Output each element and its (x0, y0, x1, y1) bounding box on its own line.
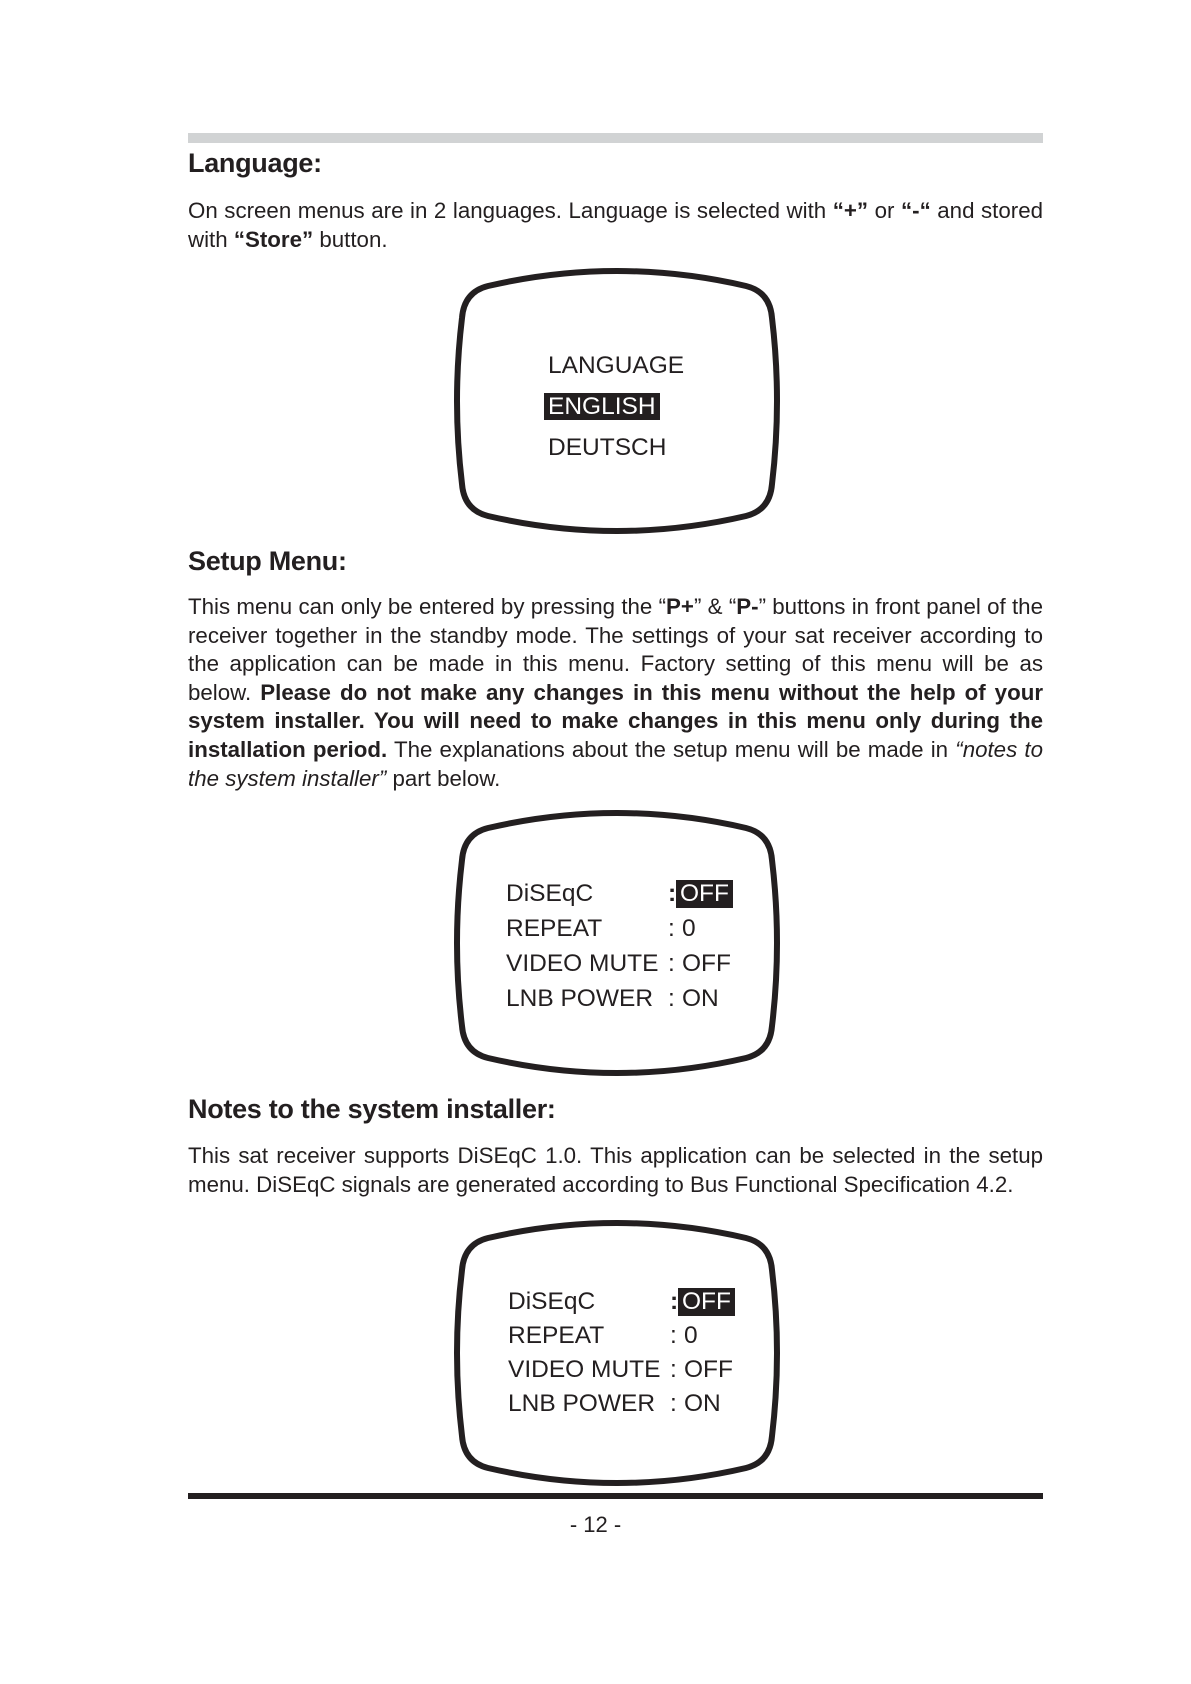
row-value: 0 (684, 1322, 698, 1349)
row-label: DiSEqC (506, 880, 594, 907)
row-label: LNB POWER (506, 985, 654, 1012)
language-heading: Language: (188, 148, 322, 178)
row-label: VIDEO MUTE (506, 950, 659, 977)
row-separator: : (668, 985, 675, 1012)
setup-row-repeat (508, 1322, 768, 1354)
row-separator: : (670, 1356, 677, 1383)
setup-row-diseqc (506, 880, 766, 912)
row-label: DiSEqC (508, 1288, 596, 1315)
row-separator: : (668, 880, 677, 907)
setup-tv-screen-2 (448, 1218, 786, 1488)
language-option-deutsch: DEUTSCH (548, 434, 667, 461)
row-value: OFF (678, 1288, 735, 1316)
row-value: ON (684, 1390, 721, 1417)
row-label: VIDEO MUTE (508, 1356, 661, 1383)
row-label: REPEAT (508, 1322, 605, 1349)
row-value: 0 (682, 915, 696, 942)
setup-row-diseqc (508, 1288, 768, 1320)
notes-paragraph: This sat receiver supports DiSEqC 1.0. This application can be selected in the setup menu. DiSEqC signals are generated according to Bus Functional Specification 4.2. (188, 1143, 1043, 1197)
row-separator: : (670, 1390, 677, 1417)
row-separator: : (668, 950, 675, 977)
setup-row-lnb-power (506, 985, 766, 1017)
row-label: REPEAT (506, 915, 603, 942)
setup-row-repeat (506, 915, 766, 947)
setup-row-video-mute (508, 1356, 768, 1388)
bottom-divider (188, 1493, 1043, 1499)
language-tv-screen (448, 266, 786, 536)
language-screen-title: LANGUAGE (548, 352, 685, 379)
top-divider (188, 133, 1043, 143)
setup-row-lnb-power (508, 1390, 768, 1422)
language-paragraph: On screen menus are in 2 languages. Language is selected with “+” or “-“ and stored with “Store” button. (188, 198, 1044, 252)
row-label: LNB POWER (508, 1390, 656, 1417)
setup-tv-screen-1 (448, 808, 786, 1078)
row-value: ON (682, 985, 719, 1012)
row-separator: : (668, 915, 675, 942)
setup-menu-heading: Setup Menu: (188, 546, 347, 576)
setup-menu-paragraph: This menu can only be entered by pressing the “P+” & “P-” buttons in front panel of the receiver together in the standby mode. The settings of your sat receiver according to the application can be made in this menu. Factory setting of this menu will be as below. Please do not make any changes in this menu without the help of your system installer. You will need to make changes in this menu only during the installation period. The explanations about the setup menu will be made in “notes to the system installer” part below. (188, 594, 1044, 791)
language-option-english: ENGLISH (544, 393, 660, 421)
row-value: OFF (682, 950, 731, 977)
row-separator: : (670, 1322, 677, 1349)
row-separator: : (670, 1288, 679, 1315)
setup-row-video-mute (506, 950, 766, 982)
row-value: OFF (676, 880, 733, 908)
page-number: - 12 - (569, 1512, 622, 1537)
row-value: OFF (684, 1356, 733, 1383)
notes-heading: Notes to the system installer: (188, 1094, 556, 1124)
